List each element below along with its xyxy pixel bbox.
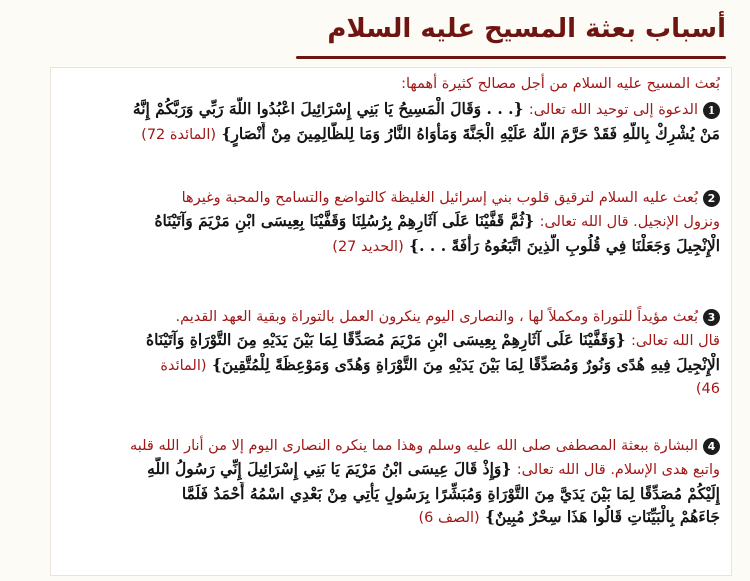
verse-line: {وَقَفَّيْنَا عَلَى آثَارِهِمْ بِعِيسَى ابْنِ مَرْيَمَ مُصَدِّقًا لِمَا بَيْنَ يَدَيْهِ مِنَ التَّوْرَاةِ وَآتَيْنَاهُ	[146, 330, 626, 349]
verse-reference: (المائدة 72)	[141, 127, 217, 143]
verse-reference: (الحديد 27)	[332, 239, 404, 255]
item-text: قال الله تعالى:	[631, 333, 720, 349]
item-text: واتبع هدى الإسلام. قال الله تعالى:	[516, 462, 720, 478]
verse-line: {. . . وَقَالَ الْمَسِيحُ يَا بَنِي إِسْرَائِيلَ اعْبُدُوا اللَّهَ رَبِّي وَرَبَّكُمْ إِنَّهُ	[132, 99, 524, 118]
verse-line: {وَإِذْ قَالَ عِيسَى ابْنُ مَرْيَمَ يَا بَنِي إِسْرَائِيلَ إِنِّي رَسُولُ اللَّهِ	[147, 459, 512, 478]
verse-reference: (الصف 6)	[418, 510, 480, 526]
verse-reference-number: 46)	[695, 381, 720, 397]
list-item-3	[60, 306, 720, 400]
item-text: البشارة ببعثة المصطفى صلى الله عليه وسلم وهذا مما ينكره النصارى اليوم إلا من أنار الله قلبه	[129, 438, 698, 454]
list-item-2	[60, 187, 720, 259]
intro-text: بُعث المسيح عليه السلام من أجل مصالح كثيرة أهمها:	[401, 76, 720, 92]
item-text: بُعث مؤيداً للتوراة ومكملاً لها ، والنصارى اليوم ينكرون العمل بالتوراة وبقية العهد القديم.	[175, 309, 698, 325]
item-number-3: 3	[703, 309, 720, 326]
verse-line: الْإِنْجِيلَ وَجَعَلْنَا فِي قُلُوبِ الَّذِينَ اتَّبَعُوهُ رَأْفَةً . . .}	[409, 236, 720, 255]
verse-line: إِلَيْكُمْ مُصَدِّقًا لِمَا بَيْنَ يَدَيَّ مِنَ التَّوْرَاةِ وَمُبَشِّرًا بِرَسُولٍ يَأْتِي مِنْ بَعْدِي اسْمُهُ أَحْمَدُ فَلَمَّا	[181, 484, 720, 503]
verse-line: {ثُمَّ قَفَّيْنَا عَلَى آثَارِهِمْ بِرُسُلِنَا وَقَفَّيْنَا بِعِيسَى ابْنِ مَرْيَمَ وَآتَيْنَاهُ	[154, 211, 535, 230]
page-title: أسباب بعثة المسيح عليه السلام	[327, 14, 726, 44]
item-number-1: 1	[703, 102, 720, 119]
item-text: ونزول الإنجيل. قال الله تعالى:	[539, 214, 720, 230]
item-heading-1: الدعوة إلى توحيد الله تعالى:	[528, 102, 698, 118]
item-number-2: 2	[703, 190, 720, 207]
title-block	[286, 10, 726, 62]
item-number-4: 4	[703, 438, 720, 455]
verse-line: جَاءَهُمْ بِالْبَيِّنَاتِ قَالُوا هَذَا سِحْرٌ مُبِينٌ}	[485, 507, 720, 526]
item-text: بُعث عليه السلام لترقيق قلوب بني إسرائيل الغليظة كالتواضع والتسامح والمحبة وغيرها	[181, 190, 698, 206]
list-item-4	[60, 435, 720, 530]
intro-block	[60, 73, 720, 95]
verse-reference: (المائدة	[160, 358, 207, 374]
list-item-1	[60, 97, 720, 147]
verse-line: مَنْ يُشْرِكْ بِاللَّهِ فَقَدْ حَرَّمَ اللَّهُ عَلَيْهِ الْجَنَّةَ وَمَأْوَاهُ النَّارُ وَمَا لِلظَّالِمِينَ مِنْ أَنْصَارٍ}	[221, 124, 720, 143]
verse-line: الْإِنْجِيلَ فِيهِ هُدًى وَنُورٌ وَمُصَدِّقًا لِمَا بَيْنَ يَدَيْهِ مِنَ التَّوْرَاةِ وَهُدًى وَمَوْعِظَةً لِلْمُتَّقِينَ}	[211, 355, 720, 374]
title-underline	[296, 56, 726, 59]
